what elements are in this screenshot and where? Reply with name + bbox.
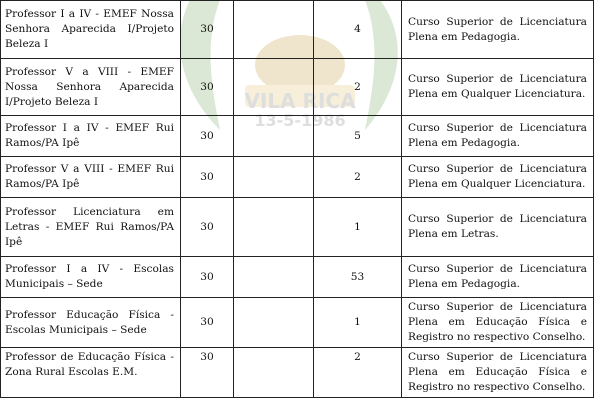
vacancies-cell: 5 — [314, 116, 402, 157]
table-row — [1, 198, 594, 257]
vacancies-cell: 2 — [314, 59, 402, 116]
cargo-cell: Professor V a VIII - EMEF Rui Ramos/PA Ipê — [1, 157, 181, 198]
table-row — [1, 1, 594, 59]
salary-cell — [234, 198, 314, 257]
workload-cell: 30 — [181, 198, 234, 257]
vacancies-cell: 2 — [314, 157, 402, 198]
cargo-cell: Professor Licenciatura em Letras - EMEF Rui Ramos/PA Ipê — [1, 198, 181, 257]
vacancies-cell: 2 — [314, 348, 402, 398]
cargo-cell: Professor Educação Física - Escolas Municipais – Sede — [1, 298, 181, 348]
salary-cell — [234, 257, 314, 298]
workload-cell: 30 — [181, 1, 234, 59]
requirement-cell: Curso Superior de Licenciatura Plena em Pedagogia. — [402, 257, 594, 298]
table-row — [1, 157, 594, 198]
salary-cell — [234, 157, 314, 198]
table-row — [1, 116, 594, 157]
salary-cell — [234, 298, 314, 348]
workload-cell: 30 — [181, 59, 234, 116]
table-row — [1, 298, 594, 348]
workload-cell: 30 — [181, 257, 234, 298]
cargo-cell: Professor I a IV - EMEF Rui Ramos/PA Ipê — [1, 116, 181, 157]
cargo-cell: Professor I a IV - EMEF Nossa Senhora Aparecida I/Projeto Beleza I — [1, 1, 181, 59]
workload-cell: 30 — [181, 116, 234, 157]
workload-cell: 30 — [181, 157, 234, 198]
workload-cell: 30 — [181, 348, 234, 398]
salary-cell — [234, 1, 314, 59]
watermark-line2: 13-5-1986 — [254, 111, 346, 130]
cargo-cell: Professor I a IV - Escolas Municipais – Sede — [1, 257, 181, 298]
requirement-cell: Curso Superior de Licenciatura Plena em Educação Física e Registro no respectivo Conselho. — [402, 348, 594, 398]
vacancies-cell: 4 — [314, 1, 402, 59]
table-row — [1, 348, 594, 398]
vacancies-cell: 53 — [314, 257, 402, 298]
vacancies-cell: 1 — [314, 298, 402, 348]
table-row — [1, 59, 594, 116]
table-row — [1, 257, 594, 298]
watermark-line1: VILA RICA — [244, 89, 356, 113]
cargo-cell: Professor de Educação Física - Zona Rural Escolas E.M. — [1, 348, 181, 398]
requirement-cell: Curso Superior de Licenciatura Plena em Qualquer Licenciatura. — [402, 59, 594, 116]
requirement-cell: Curso Superior de Licenciatura Plena em Pedagogia. — [402, 116, 594, 157]
requirement-cell: Curso Superior de Licenciatura Plena em Educação Física e Registro no respectivo Conselho. — [402, 298, 594, 348]
salary-cell — [234, 348, 314, 398]
cargo-cell: Professor V a VIII - EMEF Nossa Senhora Aparecida I/Projeto Beleza I — [1, 59, 181, 116]
salary-cell — [234, 116, 314, 157]
salary-cell — [234, 59, 314, 116]
requirement-cell: Curso Superior de Licenciatura Plena em Qualquer Licenciatura. — [402, 157, 594, 198]
workload-cell: 30 — [181, 298, 234, 348]
requirement-cell: Curso Superior de Licenciatura Plena em Pedagogia. — [402, 1, 594, 59]
requirement-cell: Curso Superior de Licenciatura Plena em Letras. — [402, 198, 594, 257]
vacancies-cell: 1 — [314, 198, 402, 257]
